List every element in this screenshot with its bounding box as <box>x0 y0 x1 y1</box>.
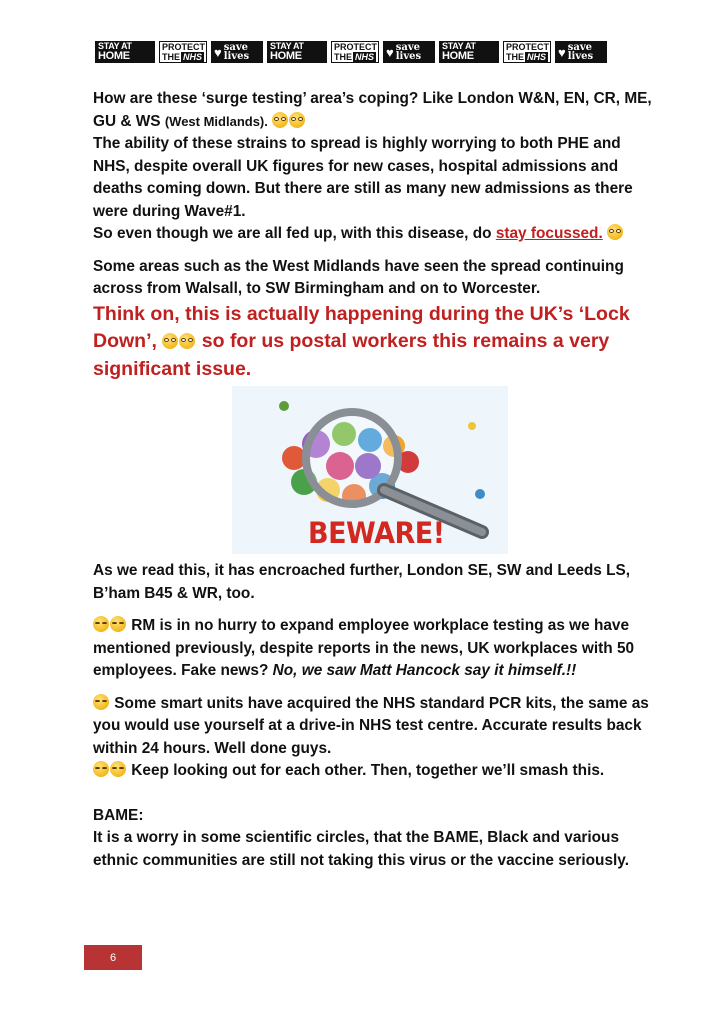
stay-home-banner <box>95 40 645 64</box>
paragraph-think-on <box>93 301 653 384</box>
lives-text: lives <box>567 51 594 62</box>
save-lives-logo <box>555 41 607 63</box>
heart-icon: ♥ <box>558 44 566 60</box>
significant-text: so for us postal workers this remains a very significant issue. <box>93 330 610 380</box>
stay-at-home-logo <box>439 41 499 63</box>
paragraph-encroached: As we read this, it has encroached further, London SE, SW and Leeds LS, B’ham B45 & WR, too. <box>93 562 631 602</box>
paragraph-west-midlands: Some areas such as the West Midlands have seen the spread continuing across from Walsall, to SW Birmingham and on to Worcester. <box>93 257 624 297</box>
paragraph-rm-testing <box>93 615 653 683</box>
rolling-eyes-emoji-icon <box>607 224 623 240</box>
the-text: THE <box>506 52 524 62</box>
protect-text: PROTECT <box>334 42 378 52</box>
the-text: THE <box>334 52 352 62</box>
banner-group <box>439 41 607 63</box>
the-text: THE <box>162 52 180 62</box>
stay-focussed-link[interactable]: stay focussed. <box>495 225 603 242</box>
nhs-text: NHS <box>355 52 375 62</box>
paragraph-stay-focussed <box>93 223 653 246</box>
banner-group <box>95 41 263 63</box>
west-midlands-note: (West Midlands). <box>164 113 268 129</box>
heart-icon: ♥ <box>214 44 222 60</box>
grimace-emoji-icon <box>110 761 126 777</box>
page-number-badge: 6 <box>84 945 142 970</box>
stay-text: STAY AT <box>270 41 304 51</box>
lives-text: lives <box>223 51 250 62</box>
stay-at-home-logo <box>267 41 327 63</box>
look-out-text: Keep looking out for each other. Then, together we’ll smash this. <box>131 762 605 779</box>
virus-magnifier-illustration <box>232 386 508 554</box>
nhs-text: NHS <box>527 52 547 62</box>
grimace-emoji-icon <box>93 761 109 777</box>
banner-group <box>267 41 435 63</box>
home-text: HOME <box>442 50 474 62</box>
protect-text: PROTECT <box>162 42 206 52</box>
home-text: HOME <box>98 50 130 62</box>
sleepy-face-emoji-icon <box>110 616 126 632</box>
protect-text: PROTECT <box>506 42 550 52</box>
protect-nhs-logo <box>159 41 207 63</box>
save-lives-logo <box>211 41 263 63</box>
home-text: HOME <box>270 50 302 62</box>
protect-nhs-logo <box>331 41 379 63</box>
save-text: save <box>567 42 593 53</box>
save-text: save <box>395 42 421 53</box>
focus-text: So even though we are all fed up, with this disease, do <box>93 225 492 242</box>
save-text: save <box>223 42 249 53</box>
tired-face-emoji-icon <box>93 616 109 632</box>
protect-nhs-logo <box>503 41 551 63</box>
rolling-eyes-emoji-icon <box>179 333 195 349</box>
pcr-text: Some smart units have acquired the NHS standard PCR kits, the same as you would use yourself at a drive-in NHS test centre. Accurate results back within 24 hours. Well done guys. <box>93 694 649 757</box>
beware-label: BEWARE! <box>308 516 445 551</box>
paragraph-pcr-kits <box>93 693 653 761</box>
paragraph-bame: It is a worry in some scientific circles, that the BAME, Black and various ethnic communities are still not taking this virus or the vaccine seriously. <box>93 829 629 869</box>
surge-text: How are these ‘surge testing’ area’s coping? Like London W&N, EN, CR, ME, GU & WS <box>93 90 652 130</box>
rolling-eyes-emoji-icon <box>162 333 178 349</box>
heading-bame: BAME: <box>93 806 144 824</box>
paragraph-surge-testing <box>93 88 653 133</box>
paragraph-look-out <box>93 760 653 783</box>
nhs-text: NHS <box>183 52 203 62</box>
rm-text: RM is in no hurry to expand employee workplace testing as we have mentioned previously, despite reports in the news, UK workplaces with 50 employees. Fake news? <box>93 617 635 679</box>
hancock-text: No, we saw Matt Hancock say it himself.!! <box>272 662 577 679</box>
heart-icon: ♥ <box>386 44 394 60</box>
save-lives-logo <box>383 41 435 63</box>
grimace-emoji-icon <box>93 694 109 710</box>
stay-text: STAY AT <box>442 41 476 51</box>
think-on-text: Think on, this is actually happening during the UK’s ‘Lock Down’, <box>93 302 630 352</box>
stay-text: STAY AT <box>98 41 132 51</box>
rolling-eyes-emoji-icon <box>272 112 288 128</box>
lives-text: lives <box>395 51 422 62</box>
stay-at-home-logo <box>95 41 155 63</box>
paragraph-strains: The ability of these strains to spread is highly worrying to both PHE and NHS, despite overall UK figures for new cases, hospital admissions and deaths coming down. But there are still as many new admissions as there were during Wave#1. <box>93 135 633 220</box>
rolling-eyes-emoji-icon <box>289 112 305 128</box>
